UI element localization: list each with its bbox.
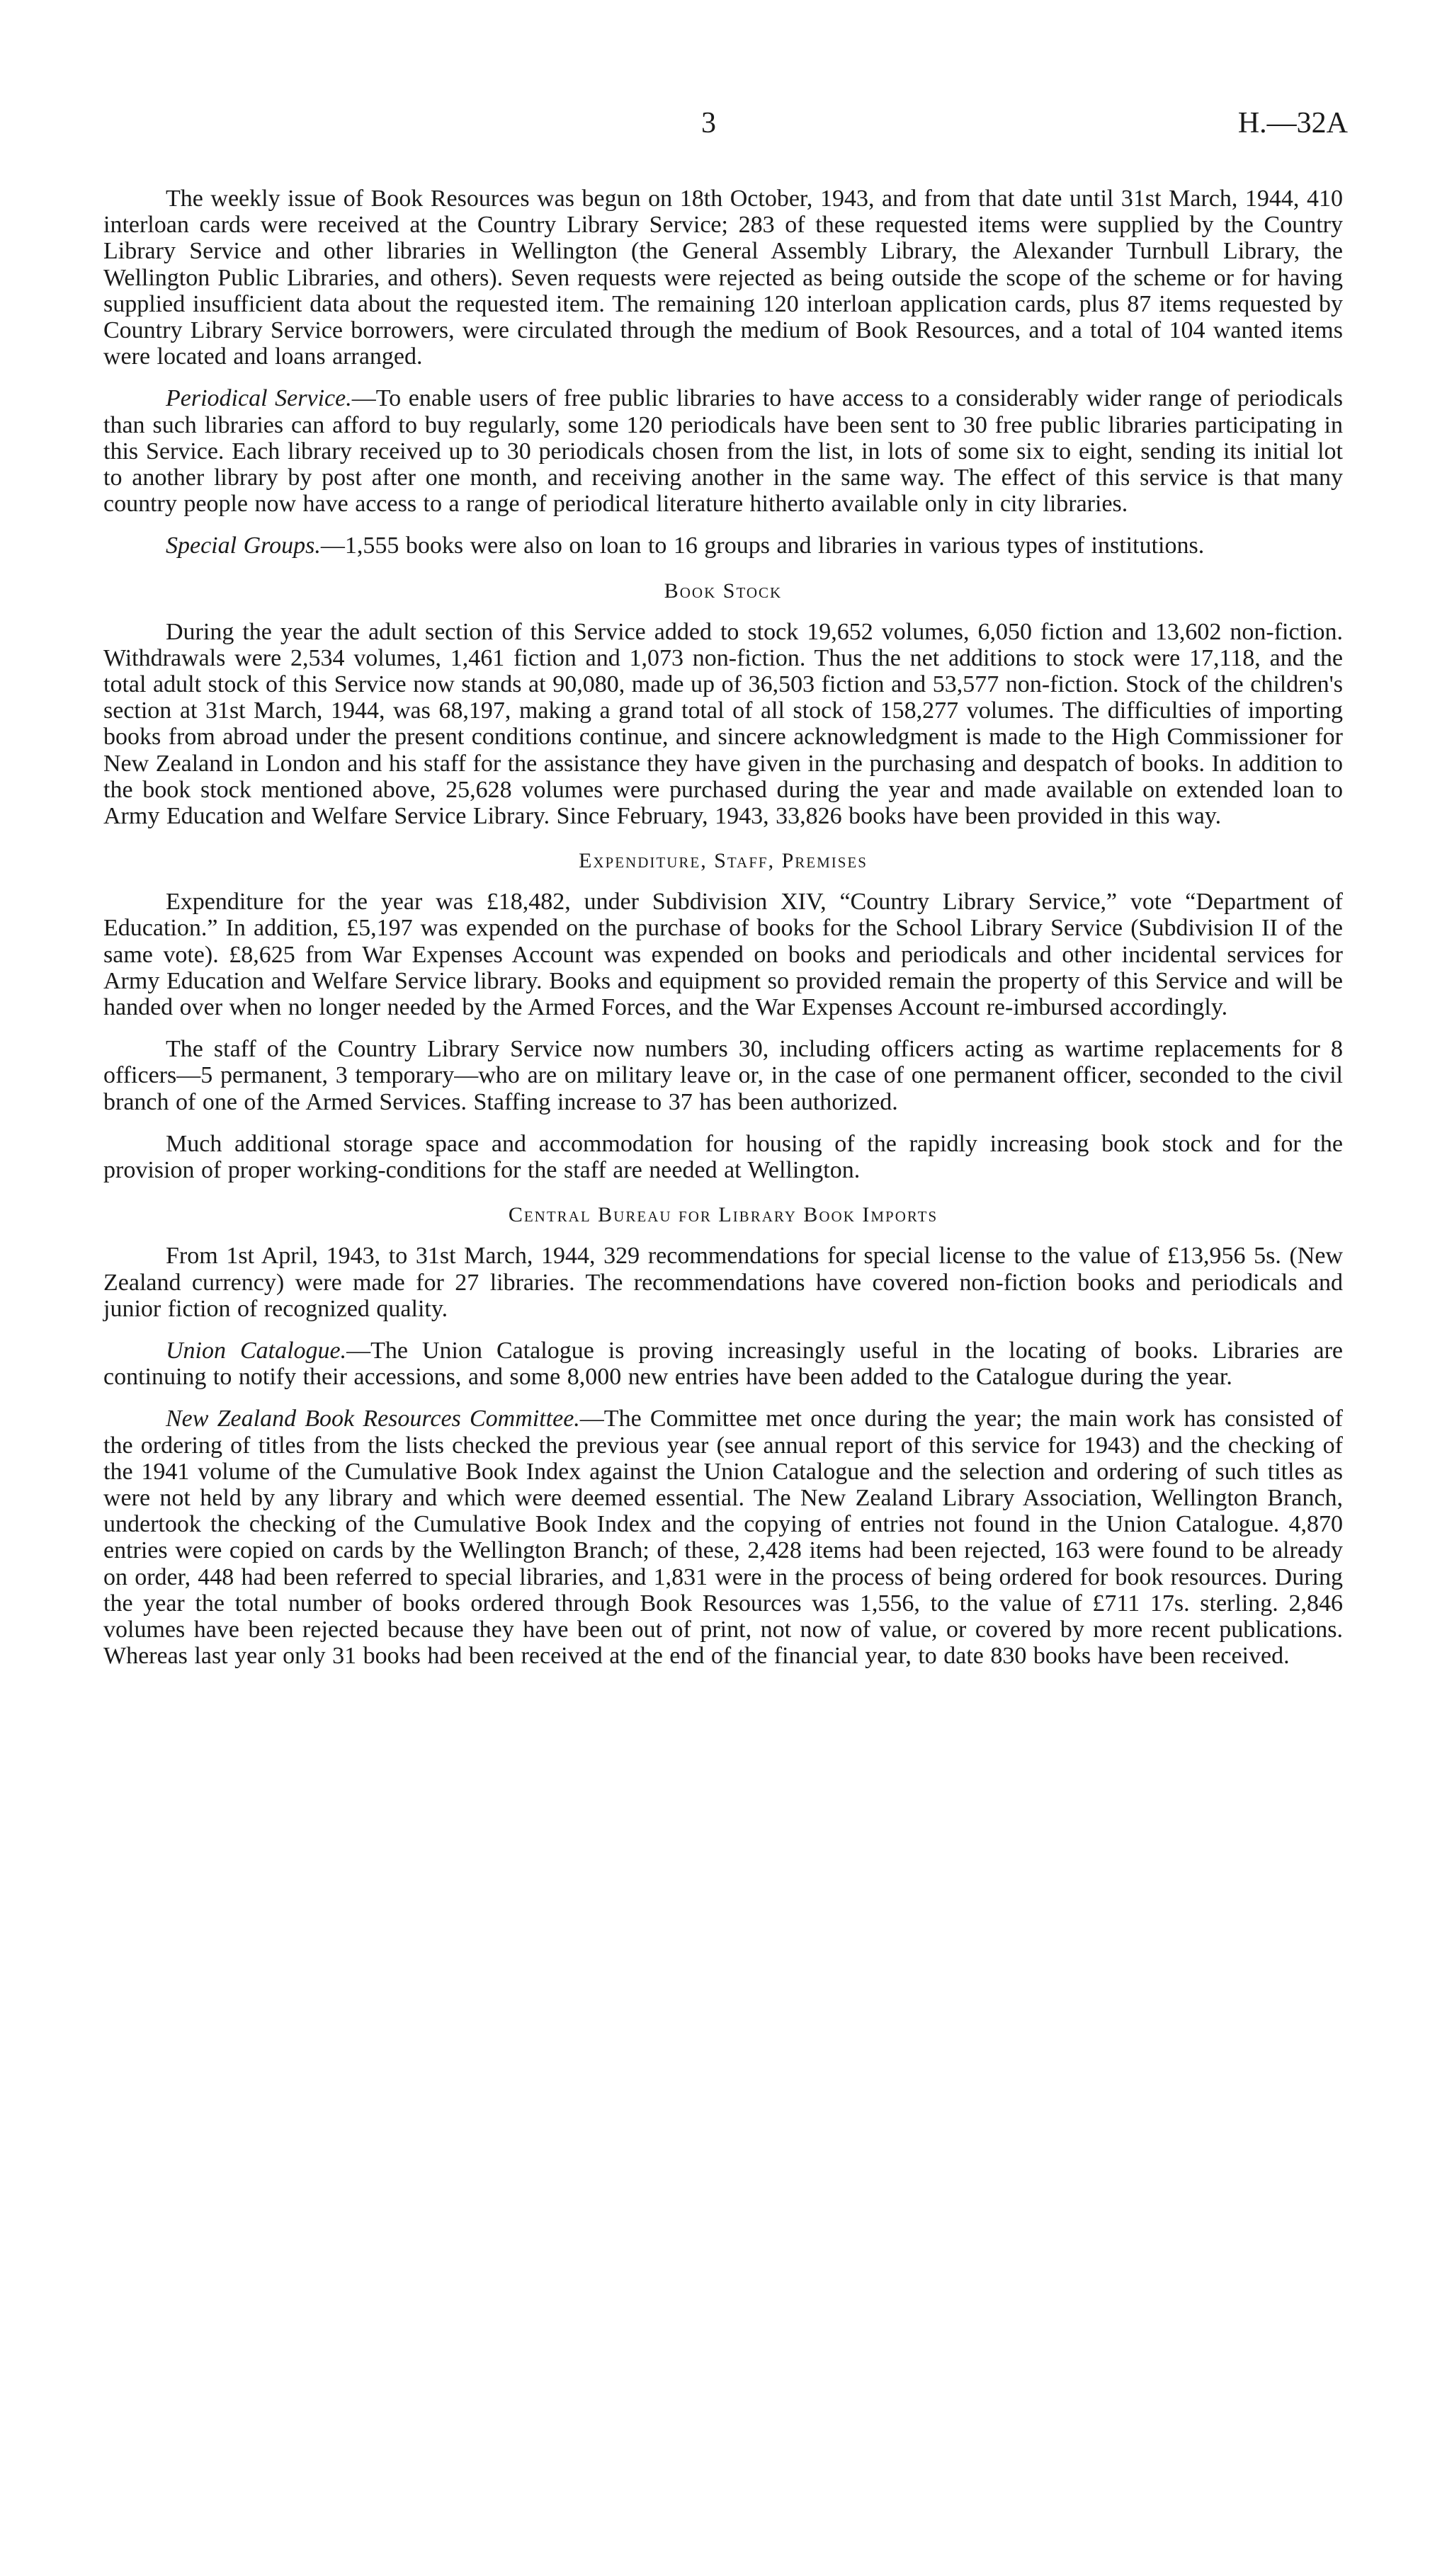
heading-central-bureau: Central Bureau for Library Book Imports	[508, 1203, 938, 1227]
paragraph-premises: Much additional storage space and accommodation for housing of the rapidly increasing book stock and for the provision of proper working-conditions for the staff are needed at Wellington.	[103, 1130, 1343, 1184]
paragraph-central-bureau: From 1st April, 1943, to 31st March, 1944, 329 recommendations for special license to the value of £13,956 5s. (New Zealand currency) were made for 27 libraries. The recommendations have covered non-fiction books and periodicals and junior fiction of recognized quality.	[103, 1243, 1343, 1322]
paragraph-book-resources-issue: The weekly issue of Book Resources was begun on 18th October, 1943, and from that date until 31st March, 1944, 410 interloan cards were received at the Country Library Service; 283 of these requested items were supplied by the Country Library Service and other libraries in Wellington (the General Assembly Library, the Alexander Turnbull Library, the Wellington Public Libraries, and others). Seven requests were rejected as being outside the scope of the scheme or for having supplied insufficient data about the requested item. The remaining 120 interloan application cards, plus 87 items requested by Country Library Service borrowers, were circulated through the medium of Book Resources, and a total of 104 wanted items were located and loans arranged.	[103, 186, 1343, 370]
document-reference: H.—32A	[1237, 107, 1348, 139]
text-union-catalogue: —The Union Catalogue is proving increasingly useful in the locating of books. Libraries are continuing to notify their accessions, and some 8,000 new entries have been added to the Catalogue during the year.	[103, 1337, 1343, 1391]
text-book-resources-committee: —The Committee met once during the year; the main work has consisted of the ordering of titles from the lists checked the previous year (see annual report of this service for 1943) and the checking of the 1941 volume of the Cumulative Book Index against the Union Catalogue and the selection and ordering of such titles as were not held by any library and which were deemed essential. The New Zealand Library Association, Wellington Branch, undertook the checking of the Cumulative Book Index and the copying of entries not found in the Union Catalogue. 4,870 entries were copied on cards by the Wellington Branch; of these, 2,428 items had been rejected, 163 were found to be already on order, 448 had been referred to special libraries, and 1,831 were in the process of being ordered for book resources. During the year the total number of books ordered through Book Resources was 1,556, to the value of £711 17s. sterling. 2,846 volumes have been rejected because they have been out of print, not now of value, or covered by more recent publications. Whereas last year only 31 books had been received at the end of the financial year, to date 830 books have been received.	[103, 1406, 1344, 1670]
heading-book-stock: Book Stock	[664, 579, 783, 603]
paragraph-union-catalogue	[103, 1338, 1343, 1390]
paragraph-book-stock: During the year the adult section of this Service added to stock 19,652 volumes, 6,050 fiction and 13,602 non-fiction. Withdrawals were 2,534 volumes, 1,461 fiction and 1,073 non-fiction. Thus the net additions to stock were 17,118, and the total adult stock of this Service now stands at 90,080, made up of 36,503 fiction and 53,577 non-fiction. Stock of the children's section at 31st March, 1944, was 68,197, making a grand total of all stock of 158,277 volumes. The difficulties of importing books from abroad under the present conditions continue, and sincere acknowledgment is made to the High Commissioner for New Zealand in London and his staff for the assistance they have given in the purchasing and despatch of books. In addition to the book stock mentioned above, 25,628 volumes were purchased during the year and made available on extended loan to Army Education and Welfare Service Library. Since February, 1943, 33,826 books have been provided in this way.	[103, 618, 1343, 830]
paragraph-book-resources-committee	[103, 1406, 1343, 1669]
text-special-groups: —1,555 books were also on loan to 16 groups and libraries in various types of institutions.	[320, 532, 1205, 559]
text-periodical-service: —To enable users of free public libraries to have access to a considerably wider range of periodicals than such libraries can afford to buy regularly, some 120 periodicals have been sent to 30 free public libraries participating in this Service. Each library received up to 30 periodicals chosen from the list, in lots of some six to eight, sending its initial lot to another library by post after one month, and receiving another in the same way. The effect of this service is that many country people now have access to a range of periodical literature hitherto available only in city libraries.	[103, 385, 1343, 518]
paragraph-periodical-service	[103, 385, 1343, 517]
paragraph-expenditure: Expenditure for the year was £18,482, under Subdivision XIV, “Country Library Service,” vote “Department of Education.” In addition, £5,197 was expended on the purchase of books for the School Library Service (Subdivision II of the same vote). £8,625 from War Expenses Account was expended on books and periodicals and other incidental services for Army Education and Welfare Service library. Books and equipment so provided remain the property of this Service and will be handed over when no longer needed by the Armed Forces, and the War Expenses Account re-imbursed accordingly.	[103, 889, 1343, 1021]
page-number: 3	[701, 107, 716, 139]
heading-expenditure-staff-premises: Expenditure, Staff, Premises	[579, 849, 868, 873]
paragraph-special-groups	[103, 532, 1343, 559]
lead-periodical-service: Periodical Service.	[166, 385, 352, 412]
lead-book-resources-committee: New Zealand Book Resources Committee.	[166, 1406, 580, 1432]
lead-union-catalogue: Union Catalogue.	[166, 1337, 347, 1364]
page-body	[103, 186, 1343, 1685]
lead-special-groups: Special Groups.	[166, 532, 321, 559]
paragraph-staff: The staff of the Country Library Service now numbers 30, including officers acting as wartime replacements for 8 officers—5 permanent, 3 temporary—who are on military leave or, in the case of one permanent officer, seconded to the civil branch of one of the Armed Services. Staffing increase to 37 has been authorized.	[103, 1036, 1343, 1115]
